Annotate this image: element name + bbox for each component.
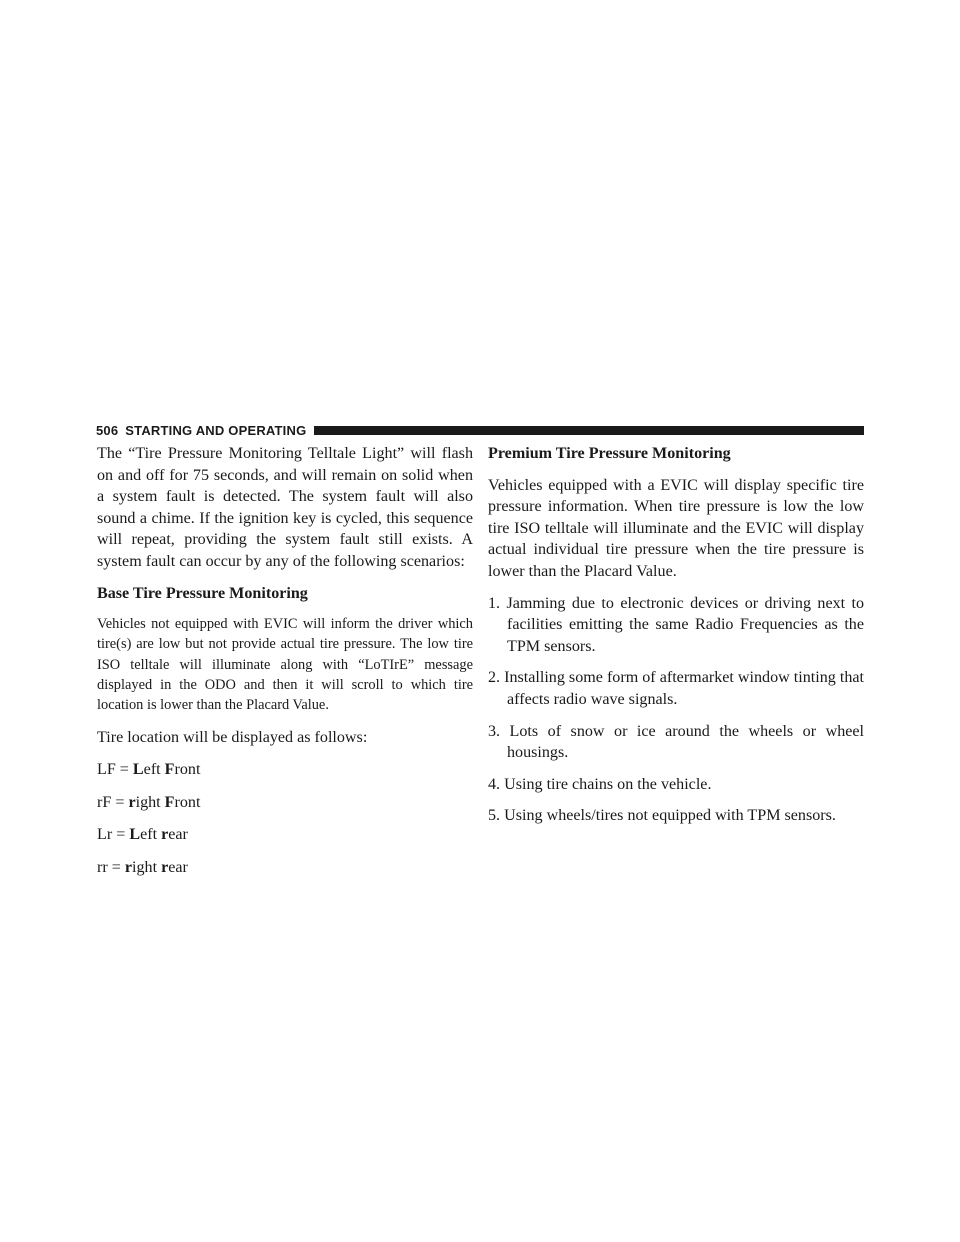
base-tpm-paragraph: Vehicles not equipped with EVIC will inform the driver which tire(s) are low but not provide actual tire pressure. The low tire ISO telltale will illuminate along with “LoTIrE” message displayed in the ODO and then it will scroll to which tire location is lower than the Placard Value. — [97, 616, 473, 714]
list-item: 3. Lots of snow or ice around the wheels or wheel housings. — [488, 722, 864, 762]
location-intro: Tire location will be displayed as follows: — [97, 728, 368, 746]
premium-tpm-paragraph: Vehicles equipped with a EVIC will display specific tire pressure information. When tire pressure is low the low tire ISO telltale will illuminate and the EVIC will display actual individual tire pressure when the tire pressure is lower than the Placard Value. — [488, 476, 864, 580]
page-number: 506 — [96, 422, 119, 438]
location-item: LF = Left Front — [97, 761, 201, 779]
intro-paragraph: The “Tire Pressure Monitoring Telltale Light” will flash on and off for 75 seconds, and will remain on solid when a system fault is detected. The system fault will also sound a chime. If the ignition key is cycled, this sequence will repeat, providing the system fault still exists. A system fault can occur by any of the following scenarios: — [97, 445, 473, 570]
list-item: 5. Using wheels/tires not equipped with TPM sensors. — [488, 807, 836, 825]
location-item: rF = right Front — [97, 793, 201, 811]
premium-tpm-heading: Premium Tire Pressure Monitoring — [488, 445, 731, 462]
list-item: 1. Jamming due to electronic devices or driving next to facilities emitting the same Radio Frequencies as the TPM sensors. — [488, 594, 864, 655]
page-header — [96, 419, 864, 441]
right-column — [488, 443, 864, 827]
left-column — [97, 443, 473, 879]
list-item: 2. Installing some form of aftermarket window tinting that affects radio wave signals. — [488, 669, 864, 708]
base-tpm-heading: Base Tire Pressure Monitoring — [97, 584, 308, 602]
section-title: STARTING AND OPERATING — [125, 422, 307, 438]
location-item: rr = right rear — [97, 859, 188, 877]
list-item: 4. Using tire chains on the vehicle. — [488, 775, 712, 793]
location-item: Lr = Left rear — [97, 826, 188, 844]
header-rule — [314, 426, 864, 435]
